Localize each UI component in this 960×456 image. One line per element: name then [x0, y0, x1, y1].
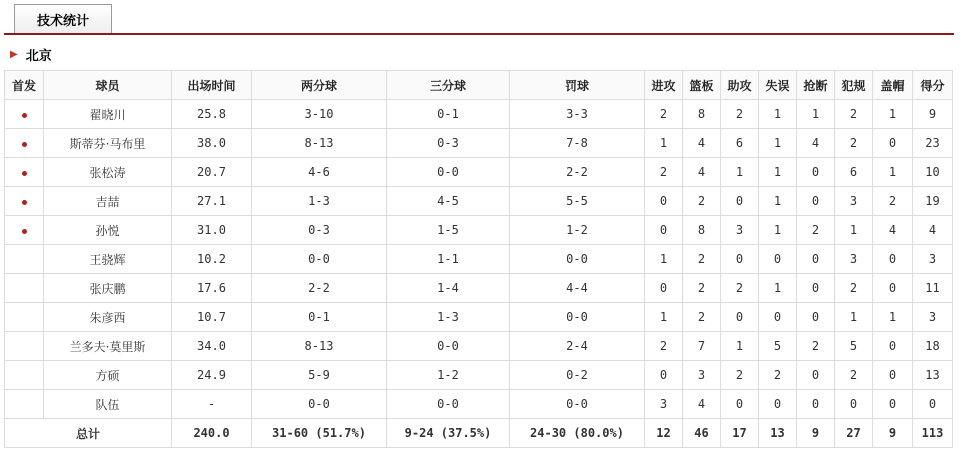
stat-cell: 5-9: [252, 361, 387, 390]
stat-cell: 0: [645, 274, 683, 303]
stat-cell: 2: [759, 361, 797, 390]
starter-cell: [5, 187, 44, 216]
stat-cell: 2-4: [510, 332, 645, 361]
player-name: 兰多夫·莫里斯: [44, 332, 172, 361]
stat-cell: 1: [721, 158, 759, 187]
starter-cell: [5, 158, 44, 187]
stat-cell: 0: [721, 187, 759, 216]
stat-cell: 7-8: [510, 129, 645, 158]
total-cell: 9-24 (37.5%): [387, 419, 510, 448]
col-header: 罚球: [510, 71, 645, 100]
stat-cell: 23: [913, 129, 953, 158]
stat-cell: 6: [835, 158, 873, 187]
stat-cell: 1: [873, 100, 913, 129]
total-cell: 31-60 (51.7%): [252, 419, 387, 448]
col-header: 犯规: [835, 71, 873, 100]
stat-cell: 3: [683, 361, 721, 390]
total-cell: 13: [759, 419, 797, 448]
starter-cell: [5, 216, 44, 245]
player-name: 王骁辉: [44, 245, 172, 274]
stat-cell: 4: [797, 129, 835, 158]
total-cell: 24-30 (80.0%): [510, 419, 645, 448]
tab-divider: [4, 33, 954, 35]
stat-cell: 2-2: [510, 158, 645, 187]
stat-cell: 2: [645, 100, 683, 129]
stat-cell: 7: [683, 332, 721, 361]
stat-cell: 0-1: [252, 303, 387, 332]
stat-cell: 1: [759, 129, 797, 158]
starter-cell: [5, 332, 44, 361]
stat-cell: 2: [683, 245, 721, 274]
col-header: 出场时间: [172, 71, 252, 100]
stat-cell: 1-2: [510, 216, 645, 245]
stat-cell: 18: [913, 332, 953, 361]
stat-cell: 10.2: [172, 245, 252, 274]
stat-cell: 24.9: [172, 361, 252, 390]
stat-cell: 0: [797, 245, 835, 274]
stat-cell: 3: [835, 245, 873, 274]
player-name: 方硕: [44, 361, 172, 390]
stat-cell: 1: [645, 303, 683, 332]
stat-cell: 1: [835, 303, 873, 332]
player-name: 吉喆: [44, 187, 172, 216]
starter-cell: [5, 100, 44, 129]
col-header: 盖帽: [873, 71, 913, 100]
col-header: 球员: [44, 71, 172, 100]
stat-cell: 0-3: [252, 216, 387, 245]
stat-cell: 0: [759, 245, 797, 274]
stat-cell: 19: [913, 187, 953, 216]
player-row: [5, 129, 953, 158]
starter-dot-icon: [22, 113, 27, 118]
player-row: [5, 100, 953, 129]
stat-cell: 0: [797, 274, 835, 303]
stat-cell: 0-0: [510, 245, 645, 274]
stat-cell: 0: [759, 303, 797, 332]
stat-cell: 1: [759, 100, 797, 129]
stat-cell: 31.0: [172, 216, 252, 245]
starter-cell: [5, 129, 44, 158]
stat-cell: 4-6: [252, 158, 387, 187]
starter-cell: [5, 390, 44, 419]
stat-cell: 4-5: [387, 187, 510, 216]
player-row: [5, 332, 953, 361]
stat-cell: 1: [759, 274, 797, 303]
stat-cell: 2: [835, 274, 873, 303]
col-header: 篮板: [683, 71, 721, 100]
stat-cell: 13: [913, 361, 953, 390]
stat-cell: 2: [683, 187, 721, 216]
stat-cell: 0: [873, 332, 913, 361]
player-name: 翟晓川: [44, 100, 172, 129]
total-cell: 27: [835, 419, 873, 448]
player-row: [5, 274, 953, 303]
stat-cell: 1-5: [387, 216, 510, 245]
starter-dot-icon: [22, 171, 27, 176]
stat-cell: 2: [835, 100, 873, 129]
stat-cell: 0: [873, 390, 913, 419]
stat-cell: 0: [645, 187, 683, 216]
stat-cell: 2: [721, 100, 759, 129]
player-row: [5, 390, 953, 419]
stat-cell: 8: [683, 216, 721, 245]
stat-cell: 2: [835, 129, 873, 158]
starter-dot-icon: [22, 142, 27, 147]
stat-cell: 20.7: [172, 158, 252, 187]
stat-cell: 3: [721, 216, 759, 245]
stat-cell: 2: [797, 332, 835, 361]
stat-cell: 11: [913, 274, 953, 303]
col-header: 失误: [759, 71, 797, 100]
stat-cell: 0: [797, 158, 835, 187]
stat-cell: 0: [645, 216, 683, 245]
stat-cell: 9: [913, 100, 953, 129]
stat-cell: 3-10: [252, 100, 387, 129]
stat-cell: 0: [873, 129, 913, 158]
stat-cell: 2-2: [252, 274, 387, 303]
stat-cell: 2: [683, 303, 721, 332]
total-cell: 9: [873, 419, 913, 448]
col-header: 三分球: [387, 71, 510, 100]
stat-cell: 4: [683, 158, 721, 187]
stat-cell: 1: [721, 332, 759, 361]
stat-cell: 5: [835, 332, 873, 361]
stat-cell: 1: [835, 216, 873, 245]
stat-cell: 1: [645, 245, 683, 274]
col-header: 抢断: [797, 71, 835, 100]
stat-cell: 0: [645, 361, 683, 390]
stat-cell: 0: [873, 245, 913, 274]
stat-cell: 0-0: [252, 245, 387, 274]
starter-cell: [5, 303, 44, 332]
total-cell: 46: [683, 419, 721, 448]
stat-cell: 0: [797, 361, 835, 390]
team-header: [10, 44, 52, 64]
stat-cell: 2: [873, 187, 913, 216]
stat-cell: 3: [645, 390, 683, 419]
stat-cell: 0-0: [387, 390, 510, 419]
stat-cell: 5-5: [510, 187, 645, 216]
player-name: 队伍: [44, 390, 172, 419]
header-row: [5, 71, 953, 100]
stat-cell: 1-4: [387, 274, 510, 303]
stat-cell: 38.0: [172, 129, 252, 158]
stat-cell: 4: [683, 129, 721, 158]
stat-cell: 2: [797, 216, 835, 245]
stat-cell: 1-2: [387, 361, 510, 390]
player-name: 孙悦: [44, 216, 172, 245]
player-name: 张松涛: [44, 158, 172, 187]
stat-cell: 27.1: [172, 187, 252, 216]
stat-cell: 0-1: [387, 100, 510, 129]
stat-cell: 0: [759, 390, 797, 419]
total-cell: 240.0: [172, 419, 252, 448]
stat-cell: 3: [913, 303, 953, 332]
stat-cell: 4: [683, 390, 721, 419]
stat-cell: 2: [721, 361, 759, 390]
stat-cell: 1: [759, 216, 797, 245]
player-row: [5, 361, 953, 390]
stat-cell: 8-13: [252, 332, 387, 361]
col-header: 首发: [5, 71, 44, 100]
caret-right-icon: ▶: [10, 48, 18, 60]
stat-cell: 8: [683, 100, 721, 129]
total-cell: 17: [721, 419, 759, 448]
stat-cell: 1-3: [387, 303, 510, 332]
tab-bar: [4, 4, 954, 34]
total-cell: 113: [913, 419, 953, 448]
stat-cell: 10: [913, 158, 953, 187]
stat-cell: 0: [797, 303, 835, 332]
starter-cell: [5, 361, 44, 390]
stat-cell: 0: [721, 245, 759, 274]
totals-label: 总计: [5, 419, 172, 448]
stat-cell: 5: [759, 332, 797, 361]
stat-cell: 1: [797, 100, 835, 129]
team-name: 北京: [25, 48, 52, 64]
player-name: 张庆鹏: [44, 274, 172, 303]
col-header: 得分: [913, 71, 953, 100]
player-row: [5, 216, 953, 245]
stat-cell: 0: [873, 361, 913, 390]
stat-cell: 4-4: [510, 274, 645, 303]
stat-cell: 2: [683, 274, 721, 303]
stat-cell: 0: [835, 390, 873, 419]
player-row: [5, 187, 953, 216]
stat-cell: 10.7: [172, 303, 252, 332]
player-row: [5, 158, 953, 187]
player-row: [5, 245, 953, 274]
starter-dot-icon: [22, 200, 27, 205]
stat-cell: 2: [721, 274, 759, 303]
stat-cell: -: [172, 390, 252, 419]
stat-cell: 1: [873, 303, 913, 332]
stat-cell: 1: [873, 158, 913, 187]
starter-cell: [5, 274, 44, 303]
stat-cell: 0: [721, 303, 759, 332]
total-cell: 12: [645, 419, 683, 448]
stat-cell: 0-2: [510, 361, 645, 390]
stat-cell: 3: [835, 187, 873, 216]
tab-tech-stats[interactable]: 技术统计: [14, 4, 112, 33]
stat-cell: 1: [759, 158, 797, 187]
col-header: 助攻: [721, 71, 759, 100]
stat-cell: 1-3: [252, 187, 387, 216]
total-cell: 9: [797, 419, 835, 448]
player-name: 朱彦西: [44, 303, 172, 332]
stat-cell: 0-0: [510, 390, 645, 419]
totals-row: [5, 419, 953, 448]
stat-cell: 8-13: [252, 129, 387, 158]
stat-cell: 4: [913, 216, 953, 245]
stat-cell: 0: [797, 390, 835, 419]
stat-cell: 3-3: [510, 100, 645, 129]
col-header: 两分球: [252, 71, 387, 100]
starter-cell: [5, 245, 44, 274]
stat-cell: 0-0: [387, 158, 510, 187]
stat-cell: 17.6: [172, 274, 252, 303]
stat-cell: 0-0: [252, 390, 387, 419]
stat-cell: 0: [873, 274, 913, 303]
starter-dot-icon: [22, 229, 27, 234]
stat-cell: 1: [759, 187, 797, 216]
stat-cell: 3: [913, 245, 953, 274]
stat-cell: 6: [721, 129, 759, 158]
stat-cell: 0-0: [510, 303, 645, 332]
stat-cell: 2: [645, 332, 683, 361]
stat-cell: 2: [835, 361, 873, 390]
stat-cell: 1-1: [387, 245, 510, 274]
stat-cell: 1: [645, 129, 683, 158]
stat-cell: 0-3: [387, 129, 510, 158]
player-name: 斯蒂芬·马布里: [44, 129, 172, 158]
stat-cell: 34.0: [172, 332, 252, 361]
player-row: [5, 303, 953, 332]
stat-cell: 25.8: [172, 100, 252, 129]
stats-table: [4, 70, 953, 448]
stat-cell: 0-0: [387, 332, 510, 361]
stat-cell: 0: [721, 390, 759, 419]
stat-cell: 0: [913, 390, 953, 419]
stat-cell: 0: [797, 187, 835, 216]
stat-cell: 2: [645, 158, 683, 187]
stat-cell: 4: [873, 216, 913, 245]
col-header: 进攻: [645, 71, 683, 100]
